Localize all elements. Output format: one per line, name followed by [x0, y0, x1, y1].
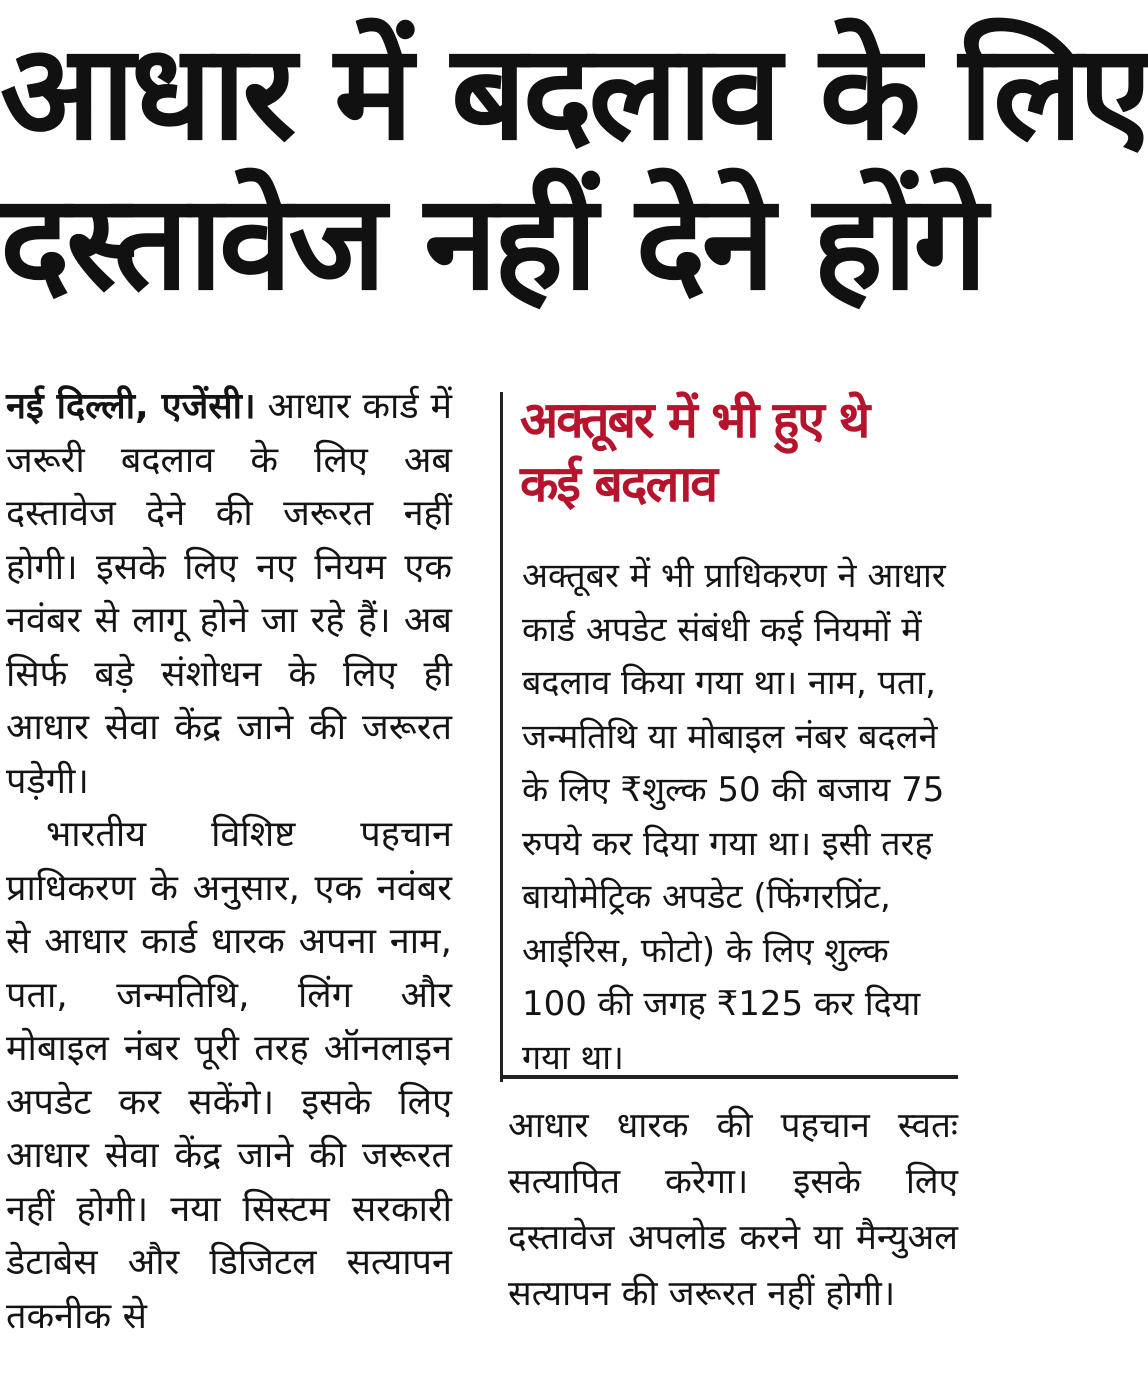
paragraph-1-text: आधार कार्ड में जरूरी बदलाव के लिए अब दस्तावेज देने की जरूरत नहीं होगी। इसके लिए नए नियम एक नवंबर से लागू होने जा रहे हैं। अब सिर्फ बड़े संशोधन के लिए ही आधार सेवा केंद्र जाने की जरूरत पड़ेगी। — [6, 386, 452, 802]
article-paragraph-2: भारतीय विशिष्ट पहचान प्राधिकरण के अनुसार, एक नवंबर से आधार कार्ड धारक अपना नाम, पता, जन्मतिथि, लिंग और मोबाइल नंबर पूरी तरह ऑनलाइन अपडेट कर सकेंगे। इसके लिए आधार सेवा केंद्र जाने की जरूरत नहीं होगी। नया सिस्टम सरकारी डेटाबेस और डिजिटल सत्यापन तकनीक से — [6, 814, 452, 1337]
sidebar-title — [520, 388, 960, 516]
headline — [0, 16, 1148, 320]
sidebar-body: अक्तूबर में भी प्राधिकरण ने आधार कार्ड अपडेट संबंधी कई नियमों में बदलाव किया गया था। नाम, पता, जन्मतिथि या मोबाइल नंबर बदलने के लिए ₹शुल्क 50 की बजाय 75 रुपये कर दिया गया था। इसी तरह बायोमेट्रिक अपडेट (फिंगरप्रिंट, आईरिस, फोटो) के लिए शुल्क 100 की जगह ₹125 कर दिया गया था। — [522, 556, 946, 1078]
right-column-continuation: आधार धारक की पहचान स्वतः सत्यापित करेगा। इसके लिए दस्तावेज अपलोड करने या मैन्युअल सत्यापन की जरूरत नहीं होगी। — [508, 1106, 958, 1314]
sidebar-title-line-2: कई बदलाव — [520, 455, 717, 513]
sidebar-title-line-1: अक्तूबर में भी हुए थे — [520, 391, 869, 449]
headline-line-1: आधार में बदलाव के लिए — [0, 16, 1148, 170]
dateline: नई दिल्ली, एजेंसी। — [6, 386, 256, 427]
left-column — [6, 380, 452, 1380]
sidebar-vertical-rule — [500, 392, 503, 1082]
headline-line-2: दस्तावेज नहीं देने होंगे — [0, 166, 984, 320]
article-paragraph-1 — [6, 380, 452, 808]
